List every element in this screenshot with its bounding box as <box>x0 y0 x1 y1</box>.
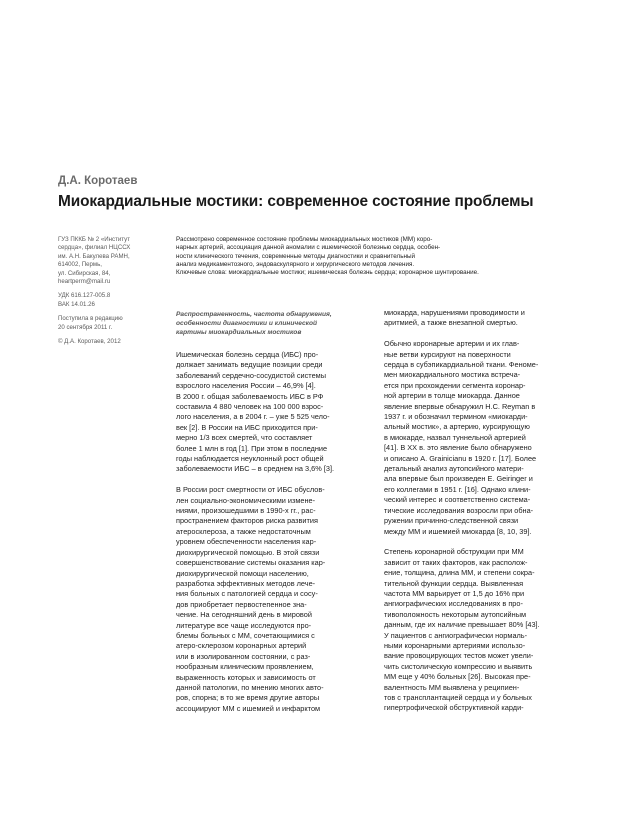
text-line: сердца в субэпикардиальной ткани. Феноме- <box>384 360 539 370</box>
text-line: зависит от таких факторов, как располож- <box>384 557 528 567</box>
affiliation-line: 614002, Пермь, <box>58 261 102 269</box>
udc-code: УДК 616.127-005.8 <box>58 292 111 300</box>
text-line: совершенствование системы оказания кар- <box>176 558 326 568</box>
text-line: тивоположность некоторым аутопсийным <box>384 609 527 619</box>
received-date <box>58 315 166 332</box>
text-line: ния больных с патологией сердца и сосу- <box>176 589 318 599</box>
text-line: ассоциируют ММ с ишемией и инфарктом <box>176 703 321 713</box>
paragraph <box>384 339 582 537</box>
text-line: ческий интерес и соответственно система- <box>384 495 531 505</box>
text-line: валентность ММ выявлена у реципиен- <box>384 682 520 692</box>
text-line: дов приобретает первостепенное зна- <box>176 599 307 609</box>
text-line: явление впервые обнаружил H.C. Reyman в <box>384 401 536 411</box>
text-line: заболеваемости ИБС – в среднем на 3,6% [3]. <box>176 464 335 474</box>
text-line: составила 4 880 человек на 100 000 взрос- <box>176 402 324 412</box>
text-line: альный мостик», а артерию, курсирующую <box>384 422 530 432</box>
text-line: разработка эффективных методов лече- <box>176 578 316 588</box>
text-line: лого населения, а в 2004 г. – уже 5 525 чело- <box>176 412 330 422</box>
text-line: выраженность которых и зависимость от <box>176 672 316 682</box>
text-line: или в изолированном состоянии, с раз- <box>176 651 311 661</box>
text-line: ММ еще у 40% больных [26]. Высокая пре- <box>384 672 531 682</box>
affiliation-line: ГУЗ ПККБ № 2 «Институт <box>58 236 130 243</box>
text-line: ала впервые был произведен E. Geiringer и <box>384 474 533 484</box>
affiliation-line: сердца», филиал НЦССХ <box>58 244 131 252</box>
text-line: блемы больных с ММ, сочетающимися с <box>176 630 315 640</box>
affiliation-line: им. А.Н. Бакулева РАМН, <box>58 252 130 260</box>
text-line: ниями, произошедшими в 1990-х гг., рас- <box>176 506 316 516</box>
vak-code: ВАК 14.01.26 <box>58 300 95 308</box>
received-value: 20 сентября 2011 г. <box>58 323 113 331</box>
text-line: данной патологии, по мнению многих авто- <box>176 682 324 692</box>
paragraph <box>176 350 372 475</box>
text-line: уровнем обеспеченности населения кар- <box>176 537 317 547</box>
text-line: Обычно коронарные артерии и их глав- <box>384 339 520 349</box>
keywords-line: Ключевые слова: миокардиальные мостики; ишемическая болезнь сердца; коронарное шунтирование. <box>176 269 479 277</box>
text-line: тов с трансплантацией сердца и у больных <box>384 693 532 702</box>
section-heading-line: Распространенность, частота обнаружения, <box>176 311 332 318</box>
text-line: чение. На сегодняшний день в мировой <box>176 610 312 620</box>
text-line: должает занимать ведущие позиции среди <box>176 360 323 370</box>
received-label: Поступила в редакцию <box>58 315 123 323</box>
text-line: взрослого населения России – 46,9% [4]. <box>176 381 316 391</box>
text-line: 1937 г. и обозначил термином «миокарди- <box>384 412 528 422</box>
text-line: тические исследования возросли при обна- <box>384 505 534 515</box>
text-line: чить систолическую компрессию и выявить <box>384 661 533 671</box>
text-line: ные ветви курсируют на поверхности <box>384 349 511 359</box>
text-line: заболеваний сердечно-сосудистой системы <box>176 370 327 380</box>
text-line: и описано A. Grainicianu в 1920 г. [17]. Более <box>384 453 537 463</box>
section-heading <box>176 310 376 337</box>
classification-codes <box>58 292 166 309</box>
text-line: Степень коронарной обструкции при ММ <box>384 547 524 557</box>
copyright-text: © Д.А. Коротаев, 2012 <box>58 338 121 346</box>
text-line: его коллегами в 1951 г. [16]. Однако клини- <box>384 484 531 494</box>
text-line: мен миокардиального мостика встреча- <box>384 370 521 380</box>
text-line: ной артерии в толще миокарда. Данное <box>384 391 520 401</box>
text-line: частота ММ варьирует от 1,5 до 16% при <box>384 588 525 598</box>
text-line: ров, спорна; в то же время другие авторы <box>176 693 320 703</box>
text-line: между ММ и ишемией миокарда [8, 10, 39]. <box>384 526 532 536</box>
text-line: пространением факторов риска развития <box>176 516 318 526</box>
text-line: вание провоцирующих тестов может увели- <box>384 651 534 661</box>
text-line: диохирургической помощью. В этой связи <box>176 547 320 557</box>
text-line: Ишемическая болезнь сердца (ИБС) про- <box>176 350 319 359</box>
text-line: годы наблюдается неуклонный рост общей <box>176 454 324 464</box>
author-name: Д.А. Коротаев <box>58 175 138 187</box>
text-line: ружении причинно-следственной связи <box>384 516 519 526</box>
text-line: данным, где их наличие превышает 80% [43]. <box>384 620 540 630</box>
abstract-line: ности клинического течения, современные методы диагностики и сравнительный <box>176 252 416 260</box>
text-line: лен социально-экономическими измене- <box>176 495 316 505</box>
affiliation-line: ул. Сибирская, 84, <box>58 269 111 277</box>
text-line: нообразным клиническим проявлением, <box>176 662 314 672</box>
text-line: У пациентов с ангиографически нормаль- <box>384 630 528 640</box>
article-sidebar <box>58 236 166 352</box>
paragraph <box>176 485 372 714</box>
text-line: В 2000 г. общая заболеваемость ИБС в РФ <box>176 391 324 401</box>
text-line: ангиографических исследованиях в про- <box>384 599 523 609</box>
text-line: аритмией, а также внезапной смертью. <box>384 318 518 328</box>
text-line: [41]. В XX в. это явление было обнаружено <box>384 443 532 453</box>
text-line: более 1 млн в год [1]. При этом в последние <box>176 443 328 453</box>
text-line: атеро-склерозом коронарных артерий <box>176 641 307 651</box>
text-line: ется при прохождении сегмента коронар- <box>384 380 526 390</box>
text-line: век [2]. В России на ИБС приходится при- <box>176 422 318 432</box>
article-title: Миокардиальные мостики: современное состояние проблемы <box>58 193 534 210</box>
text-line: детальный анализ аутопсийного матери- <box>384 464 524 474</box>
text-line: диохирургической помощи населению, <box>176 568 309 578</box>
abstract-line: анализ медикаментозного, эндоваскулярного и хирургического методов лечения. <box>176 260 415 268</box>
text-line: тительной функции сердца. Выявленная <box>384 578 524 588</box>
text-line: ными коронарными артериями использо- <box>384 640 526 650</box>
body-column-right <box>384 308 582 724</box>
abstract <box>176 236 576 277</box>
text-line: В России рост смертности от ИБС обуслов- <box>176 485 325 495</box>
text-line: литературе все чаще исследуются про- <box>176 620 312 630</box>
abstract-line: Рассмотрено современное состояние проблемы миокардиальных мостиков (ММ) коро- <box>176 236 433 243</box>
paragraph <box>384 547 582 714</box>
section-heading-line: картины миокардиальных мостиков <box>176 329 302 336</box>
affiliation <box>58 236 166 286</box>
text-line: гипертрофической обструктивной карди- <box>384 703 524 713</box>
contact-email[interactable]: heartperm@mail.ru <box>58 278 111 286</box>
section-heading-line: особенности диагностики и клинической <box>176 320 318 327</box>
abstract-line: нарных артерий, ассоциация данной аномалии с ишемической болезнью сердца, особен- <box>176 244 441 252</box>
text-line: миокарда, нарушениями проводимости и <box>384 308 525 317</box>
text-line: в миокарде, назвал туннельной артерией <box>384 432 526 442</box>
text-line: мерно 1/3 всех смертей, что составляет <box>176 433 313 443</box>
text-line: атеросклероза, а также недостаточным <box>176 526 311 536</box>
paragraph <box>384 308 582 329</box>
text-line: ение, толщина, длина ММ, и степени сокра- <box>384 568 535 578</box>
copyright <box>58 338 166 346</box>
body-column-left <box>176 350 372 725</box>
